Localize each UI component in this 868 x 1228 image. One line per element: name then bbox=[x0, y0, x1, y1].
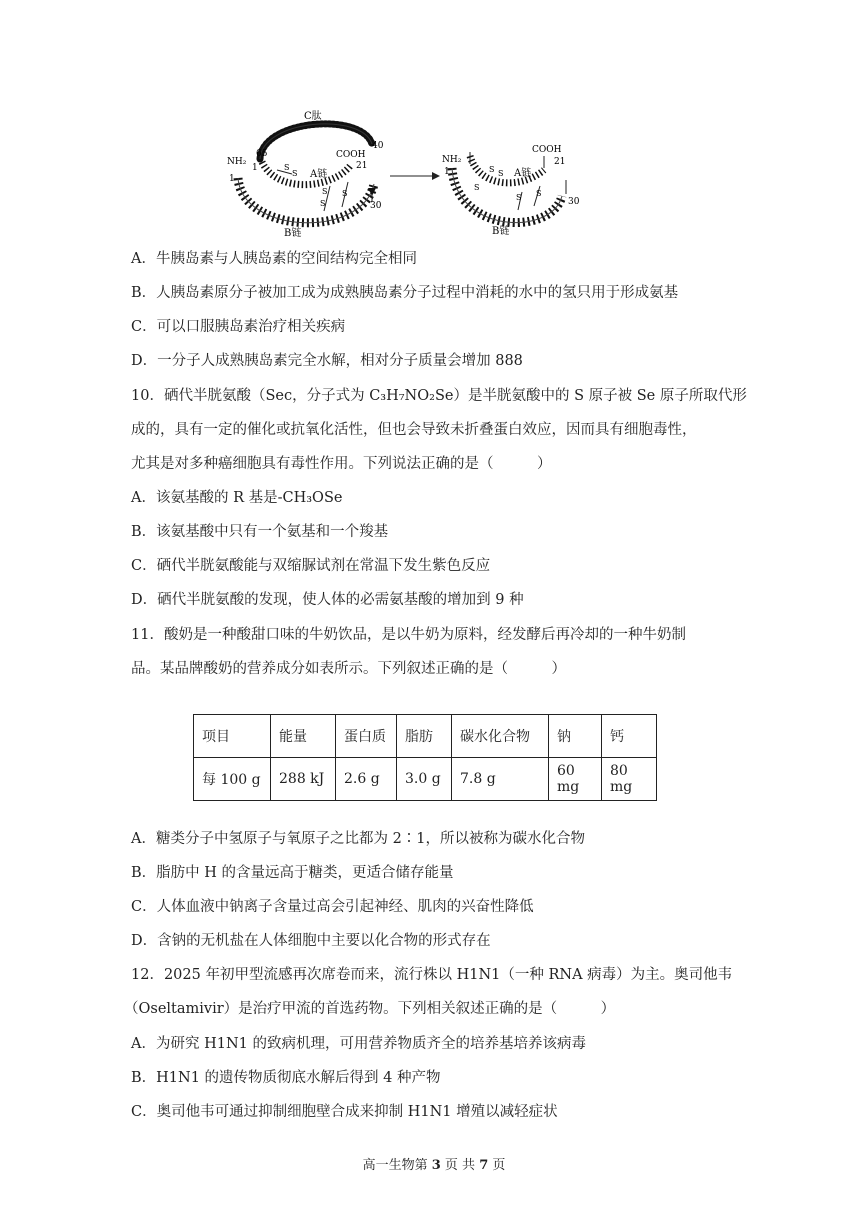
table-cell: 80 mg bbox=[602, 758, 657, 801]
s-label: S bbox=[536, 189, 542, 198]
option-a-q11: A．糖类分子中氢原子与氧原子之比都为 2∶1，所以被称为碳水化合物 bbox=[131, 831, 586, 847]
table-cell: 60 mg bbox=[549, 758, 602, 801]
label-1: 1 bbox=[444, 167, 450, 177]
table-header-cell: 能量 bbox=[271, 715, 336, 758]
label-21: 21 bbox=[356, 161, 368, 171]
c-peptide-label: C肽 bbox=[304, 111, 322, 122]
mature-insulin-drawing bbox=[442, 145, 580, 237]
b-chain-label: B链 bbox=[492, 226, 510, 237]
table-cell: 每 100 g bbox=[194, 758, 271, 801]
s-label: S bbox=[498, 169, 504, 178]
option-d-q11: D．含钠的无机盐在人体细胞中主要以化合物的形式存在 bbox=[131, 933, 491, 949]
label-30: 30 bbox=[370, 201, 382, 211]
insulin-diagram bbox=[222, 104, 602, 244]
label-1-b: 1 bbox=[229, 174, 235, 184]
b-chain-label: B链 bbox=[284, 228, 302, 239]
s-label: S bbox=[489, 165, 495, 174]
option-c-q9: C．可以口服胰岛素治疗相关疾病 bbox=[131, 319, 346, 335]
label-65: 65 bbox=[256, 149, 268, 159]
option-c-q10: C．硒代半胱氨酸能与双缩脲试剂在常温下发生紫色反应 bbox=[131, 558, 491, 574]
option-b-q12: B．H1N1 的遗传物质彻底水解后得到 4 种产物 bbox=[131, 1070, 441, 1086]
footer-suffix: 页 bbox=[488, 1158, 506, 1173]
option-b-q11: B．脂肪中 H 的含量远高于糖类，更适合储存能量 bbox=[131, 865, 454, 881]
table-cell: 3.0 g bbox=[397, 758, 452, 801]
label-1-a: 1 bbox=[252, 163, 258, 173]
label-30: 30 bbox=[568, 197, 580, 207]
option-d-q9: D．一分子人成熟胰岛素完全水解，相对分子质量会增加 888 bbox=[131, 353, 523, 369]
option-a-q10: A．该氨基酸的 R 基是-CH₃OSe bbox=[131, 490, 343, 506]
question-12-stem: （Oseltamivir）是治疗甲流的首选药物。下列相关叙述正确的是（ ） bbox=[124, 1001, 616, 1017]
cooh-label: COOH bbox=[532, 145, 562, 155]
table-cell: 2.6 g bbox=[336, 758, 397, 801]
question-10-stem: 尤其是对多种癌细胞具有毒性作用。下列说法正确的是（ ） bbox=[131, 456, 552, 472]
s-label: S bbox=[516, 193, 522, 202]
nh2-label: NH₂ bbox=[442, 155, 462, 165]
s-label: S bbox=[322, 187, 328, 196]
table-header-cell: 蛋白质 bbox=[336, 715, 397, 758]
option-d-q10: D．硒代半胱氨酸的发现，使人体的必需氨基酸的增加到 9 种 bbox=[131, 592, 524, 608]
table-header-cell: 脂肪 bbox=[397, 715, 452, 758]
s-label: S bbox=[474, 183, 480, 192]
option-a-q9: A．牛胰岛素与人胰岛素的空间结构完全相同 bbox=[131, 251, 417, 267]
question-12-stem: 12．2025 年初甲型流感再次席卷而来，流行株以 H1N1（一种 RNA 病毒）为主。奥司他韦 bbox=[131, 967, 733, 983]
total-page-number: 7 bbox=[479, 1158, 489, 1173]
label-40: 40 bbox=[372, 141, 384, 151]
option-c-q12: C．奥司他韦可通过抑制细胞壁合成来抑制 H1N1 增殖以减轻症状 bbox=[131, 1104, 558, 1120]
table-row bbox=[194, 758, 657, 801]
footer-middle: 页 共 bbox=[440, 1158, 480, 1173]
table-header-row bbox=[194, 715, 657, 758]
table-cell: 7.8 g bbox=[452, 758, 549, 801]
nutrition-table bbox=[193, 714, 657, 801]
question-11-stem: 11．酸奶是一种酸甜口味的牛奶饮品，是以牛奶为原料，经发酵后再冷却的一种牛奶制 bbox=[131, 627, 686, 643]
current-page-number: 3 bbox=[431, 1158, 441, 1173]
question-11-stem: 品。某品牌酸奶的营养成分如表所示。下列叙述正确的是（ ） bbox=[131, 661, 566, 677]
proinsulin-drawing bbox=[227, 109, 384, 239]
table-header-cell: 项目 bbox=[194, 715, 271, 758]
question-10-stem: 成的，具有一定的催化或抗氧化活性，但也会导致未折叠蛋白效应，因而具有细胞毒性， bbox=[131, 422, 697, 438]
option-c-q11: C．人体血液中钠离子含量过高会引起神经、肌肉的兴奋性降低 bbox=[131, 899, 534, 915]
a-chain-label: A链 bbox=[514, 168, 532, 179]
footer-prefix: 高一生物第 bbox=[362, 1158, 432, 1173]
option-b-q10: B．该氨基酸中只有一个氨基和一个羧基 bbox=[131, 524, 389, 540]
s-label: S bbox=[284, 163, 290, 172]
nh2-label: NH₂ bbox=[227, 157, 247, 167]
table-header-cell: 钠 bbox=[549, 715, 602, 758]
s-label: S bbox=[320, 199, 326, 208]
option-b-q9: B．人胰岛素原分子被加工成为成熟胰岛素分子过程中消耗的水中的氢只用于形成氨基 bbox=[131, 285, 679, 301]
s-label: S bbox=[342, 189, 348, 198]
table-header-cell: 碳水化合物 bbox=[452, 715, 549, 758]
table-cell: 288 kJ bbox=[271, 758, 336, 801]
s-label: S bbox=[292, 169, 298, 178]
option-a-q12: A．为研究 H1N1 的致病机理，可用营养物质齐全的培养基培养该病毒 bbox=[131, 1036, 586, 1052]
a-chain-label: A链 bbox=[310, 169, 328, 180]
table-header-cell: 钙 bbox=[602, 715, 657, 758]
page-footer bbox=[0, 1154, 868, 1173]
question-10-stem: 10．硒代半胱氨酸（Sec，分子式为 C₃H₇NO₂Se）是半胱氨酸中的 S 原子被 Se 原子所取代形 bbox=[131, 388, 747, 404]
cooh-label: COOH bbox=[336, 150, 366, 160]
label-21: 21 bbox=[554, 157, 566, 167]
